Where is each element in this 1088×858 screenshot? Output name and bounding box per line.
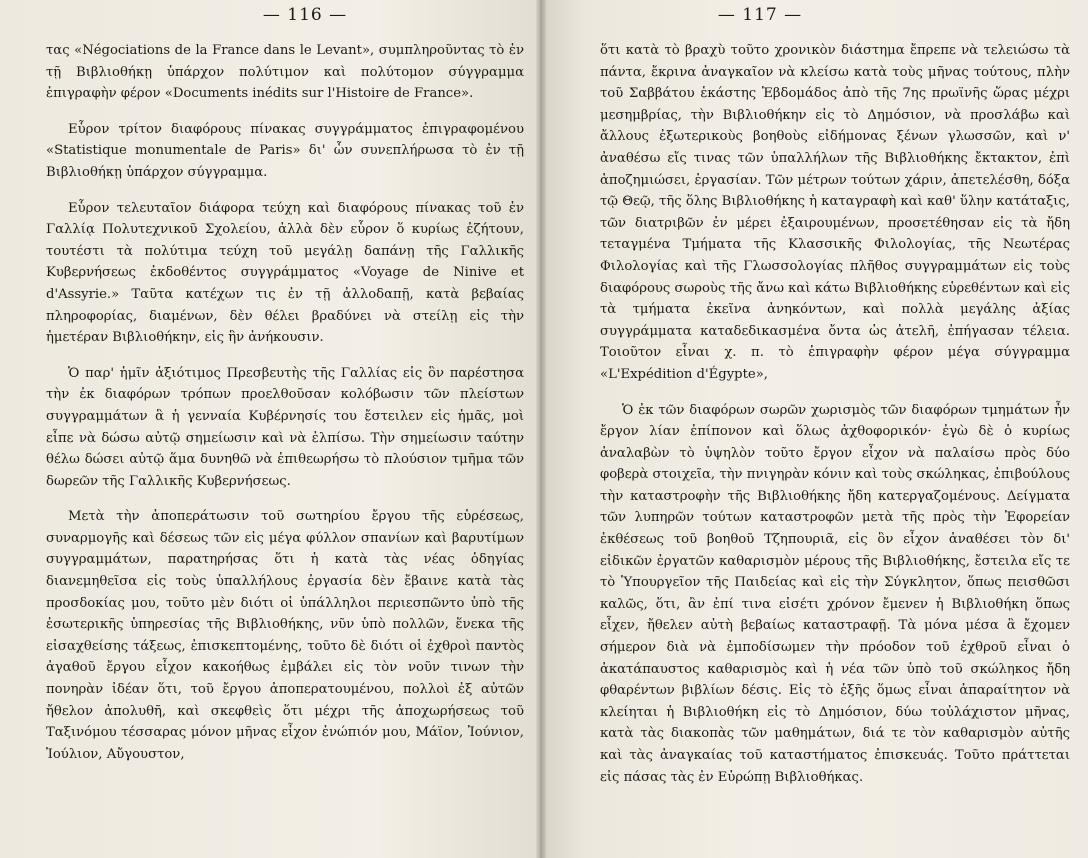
- right-page: [540, 0, 1088, 858]
- left-paragraph-2: Εὗρον τρίτον διαφόρους πίνακας συγγράμματος ἐπιγραφομένου «Statistique monumentale de Paris» δι' ὧν συνεπλήρωσα τὸ ἐν τῇ Βιβλιοθήκῃ ὑπάρχον σύγγραμμα.: [46, 121, 524, 180]
- page-number-right: — 117 —: [717, 5, 803, 25]
- right-paragraph-1: ὅτι κατὰ τὸ βραχὺ τοῦτο χρονικὸν διάστημα ἔπρεπε νὰ τελειώσω τὰ πάντα, ἔκρινα ἀναγκαῖον νὰ κλείσω κατὰ τοὺς μῆνας τούτους, πλὴν τοῦ Σαββάτου ἑκάστης Ἑβδομάδος ἀπὸ τῆς 7ης πρωϊνῆς ὥρας μέχρι μεσημβρίας, τὴν Βιβλιοθήκην εἰς τὸ Δημόσιον, νὰ προσλάβω καὶ ἄλλους ἐξωτερικοὺς βοηθοὺς εἰδήμονας ξένων γλωσσῶν, καὶ ν' ἀναθέσω εἴς τινας τῶν ὑπαλλήλων τῆς Βιβλιοθήκης ἔκτακτον, ἐπὶ ἀποζημιώσει, ἐργασίαν. Τῶν μέτρων τούτων χάριν, ἀπετελέσθη, δόξα τῷ Θεῷ, τῆς ὅλης Βιβλιοθήκης ἡ καταγραφὴ καὶ καθ' ὕλην κατάταξις, τῶν διατριβῶν ἐν μέρει ἐξαιρουμένων, προσετέθησαν εἰς τὰ ἤδη τεταγμένα Τμήματα τῆς Κλασσικῆς Φιλολογίας, τῆς Νεωτέρας Φιλολογίας καὶ τῆς Γλωσσολογίας πλῆθος συγγραμμάτων εἰς τοὺς διαφόρους σωροὺς τῆς ἄνω καὶ κάτω Βιβλιοθήκης εὑρεθέντων καὶ εἰς τὰ τμήματα ἐκεῖνα ἀνηκόντων, καὶ πολλὰ μεγάλης ἀξίας συγγράμματα καταδεδικασμένα ὄντα ὡς ἀτελῆ, ἐπήγασαν τέλεια. Τοιοῦτον εἶναι χ. π. τὸ ἐπιγραφὴν φέρον μέγα σύγγραμμα «L'Expédition d'Égypte»,: [600, 43, 1070, 382]
- book-gutter: [536, 0, 546, 858]
- left-paragraph-4: Ὁ παρ' ἡμῖν ἀξιότιμος Πρεσβευτὴς τῆς Γαλλίας εἰς ὃν παρέστησα τὴν ἐκ διαφόρων τρόπων προελθοῦσαν κολόβωσιν τῶν πλείστων συγγραμμάτων ἃ ἡ γενναία Κυβέρνησίς του ἔστειλεν εἰς ἡμᾶς, μοὶ εἶπε νὰ δώσω αὐτῷ σημείωσιν καὶ νὰ ἐλπίσω. Τὴν σημείωσιν ταύτην θέλω δώσει αὐτῷ ἅμα δυνηθῶ νὰ ἐπιθεωρήσω τὸ πλούσιον τμῆμα τῶν δωρεῶν τῆς Γαλλικῆς Κυβερνήσεως.: [46, 365, 524, 489]
- right-paragraph-2: Ὁ ἐκ τῶν διαφόρων σωρῶν χωρισμὸς τῶν διαφόρων τμημάτων ἦν ἔργον λίαν ἐπίπονον καὶ ὅλως ἀχθοφορικόν· ἐγὼ δὲ ὁ κυρίως ἀναλαβὼν τὸ ὑψηλὸν τοῦτο ἔργον εἶχον νὰ παλαίσω πρὸς δύο φοβερὰ στοιχεῖα, τὴν πνιγηρὰν κόνιν καὶ τοὺς σκώληκας, ἐπιβούλους τὴν καταστροφὴν τῆς Βιβλιοθήκης ἤδη κατεργαζομένους. Δείγματα τῶν λυπηρῶν τούτων καταστροφῶν μετὰ τῆς πρὸς τὴν Ἐφορείαν ἐκθέσεως τοῦ βοηθοῦ Τζηπουριᾶ, εἰς ὃν εἶχον ἀναθέσει τὸν δι' εἰδικῶν ἐργατῶν καθαρισμὸν μέρους τῆς Βιβλιοθήκης, ἔστειλα εἴς τε τὸ Ὑπουργεῖον τῆς Παιδείας καὶ εἰς τὴν Σύγκλητον, ὅπως πεισθῶσι καλῶς, ὅτι, ἂν ἐπί τινα εἰσέτι χρόνον ἔμενεν ἡ Βιβλιοθήκη ὅπως εἶχεν, ἤθελεν αὐτὴ βεβαίως καταστραφῇ. Τὰ μόνα μέσα ἃ ἔχομεν σήμερον διὰ νὰ ἐμποδίσωμεν τὴν πρόοδον τοῦ ἐχθροῦ εἶναι ὁ ἀκατάπαυστος καθαρισμὸς καὶ ἡ νέα τῶν ὑπὸ τοῦ σκώληκος ἤδη φθαρέντων βιβλίων δέσις. Εἰς τὸ ἑξῆς ὅμως εἶναι ἀπαραίτητον νὰ κλείηται ἡ Βιβλιοθήκη εἰς τὸ Δημόσιον, δύω τοὐλάχιστον μῆνας, κατὰ τὰς διακοπὰς τῶν μαθημάτων, διά τε τὸν καθαρισμὸν αὐτῆς καὶ τὰς ἀναγκαίας τοῦ καταστήματος ἐπισκευάς. Τοῦτο πράττεται εἰς πάσας τὰς ἐν Εὐρώπῃ Βιβλιοθήκας.: [600, 402, 1070, 785]
- page-number-left: — 116 —: [262, 5, 348, 25]
- left-paragraph-1: τας «Négociations de la France dans le Levant», συμπληροῦντας τὸ ἐν τῇ Βιβλιοθήκῃ ὑπάρχον πολύτιμον καὶ πολύτομον σύγγραμμα ἐπιγραφὴν φέρον «Documents inédits sur l'Histoire de France».: [46, 43, 524, 102]
- left-paragraph-5: Μετὰ τὴν ἀποπεράτωσιν τοῦ σωτηρίου ἔργου τῆς εὑρέσεως, συναρμογῆς καὶ δέσεως τῶν εἰς μέγα φύλλον σπανίων καὶ βαρυτίμων συγγραμμάτων, παρατηρήσας ὅτι ἡ κατὰ τὰς νέας ὁδηγίας διανεμηθεῖσα εἰς τοὺς ὑπαλλήλους ἐργασία δὲν ἔβαινε κατὰ τὰς προσδοκίας μου, τοῦτο μὲν διότι οἱ ὑπάλληλοι περιεσπῶντο ὑπὸ τῆς ἐσωτερικῆς ὑπηρεσίας τῆς Βιβλιοθήκης, νῦν ὑπὸ πολλῶν, ἕνεκα τῆς εἰσαχθείσης τάξεως, ἐπισκεπτομένης, τοῦτο δὲ διότι οἱ ἐχθροὶ παντὸς ἀγαθοῦ ἔργου εἶχον κακοήθως ἐμβάλει εἰς τὸν νοῦν τινων τὴν πονηρὰν ἰδέαν ὅτι, τοῦ ἔργου ἀποπερατουμένου, πολλοὶ ἐξ αὐτῶν ἤθελον ἀπολυθῆ, καὶ σκεφθεὶς ὅτι μέχρι τῆς ἀποχωρήσεως τοῦ Ταξινόμου τέσσαρας μόνον μῆνας εἶχον ἐνώπιόν μου, Μάϊον, Ἰούνιον, Ἰούλιον, Αὔγουστον,: [46, 509, 524, 762]
- left-page: [0, 0, 540, 858]
- left-paragraph-3: Εὗρον τελευταῖον διάφορα τεύχη καὶ διαφόρους πίνακας τοῦ ἐν Γαλλίᾳ Πολυτεχνικοῦ Σχολείου, ἀλλὰ δὲν εὗρον ὅ κυρίως ἐζήτουν, τουτέστι τὰ πολύτιμα τεύχη τοῦ μεγάλῃ δαπάνῃ τῆς Γαλλικῆς Κυβερνήσεως ἐκδοθέντος συγγράμματος «Voyage de Ninive et d'Assyrie.» Ταῦτα κατέχων τις ἐν τῇ ἀλλοδαπῇ, κατὰ βεβαίας πληροφορίας, διαμένων, δὲν θέλει βραδύνει νὰ στείλῃ εἰς τὴν ἡμετέραν Βιβλιοθήκην, εἰς ἣν ἀνήκουσιν.: [46, 200, 524, 346]
